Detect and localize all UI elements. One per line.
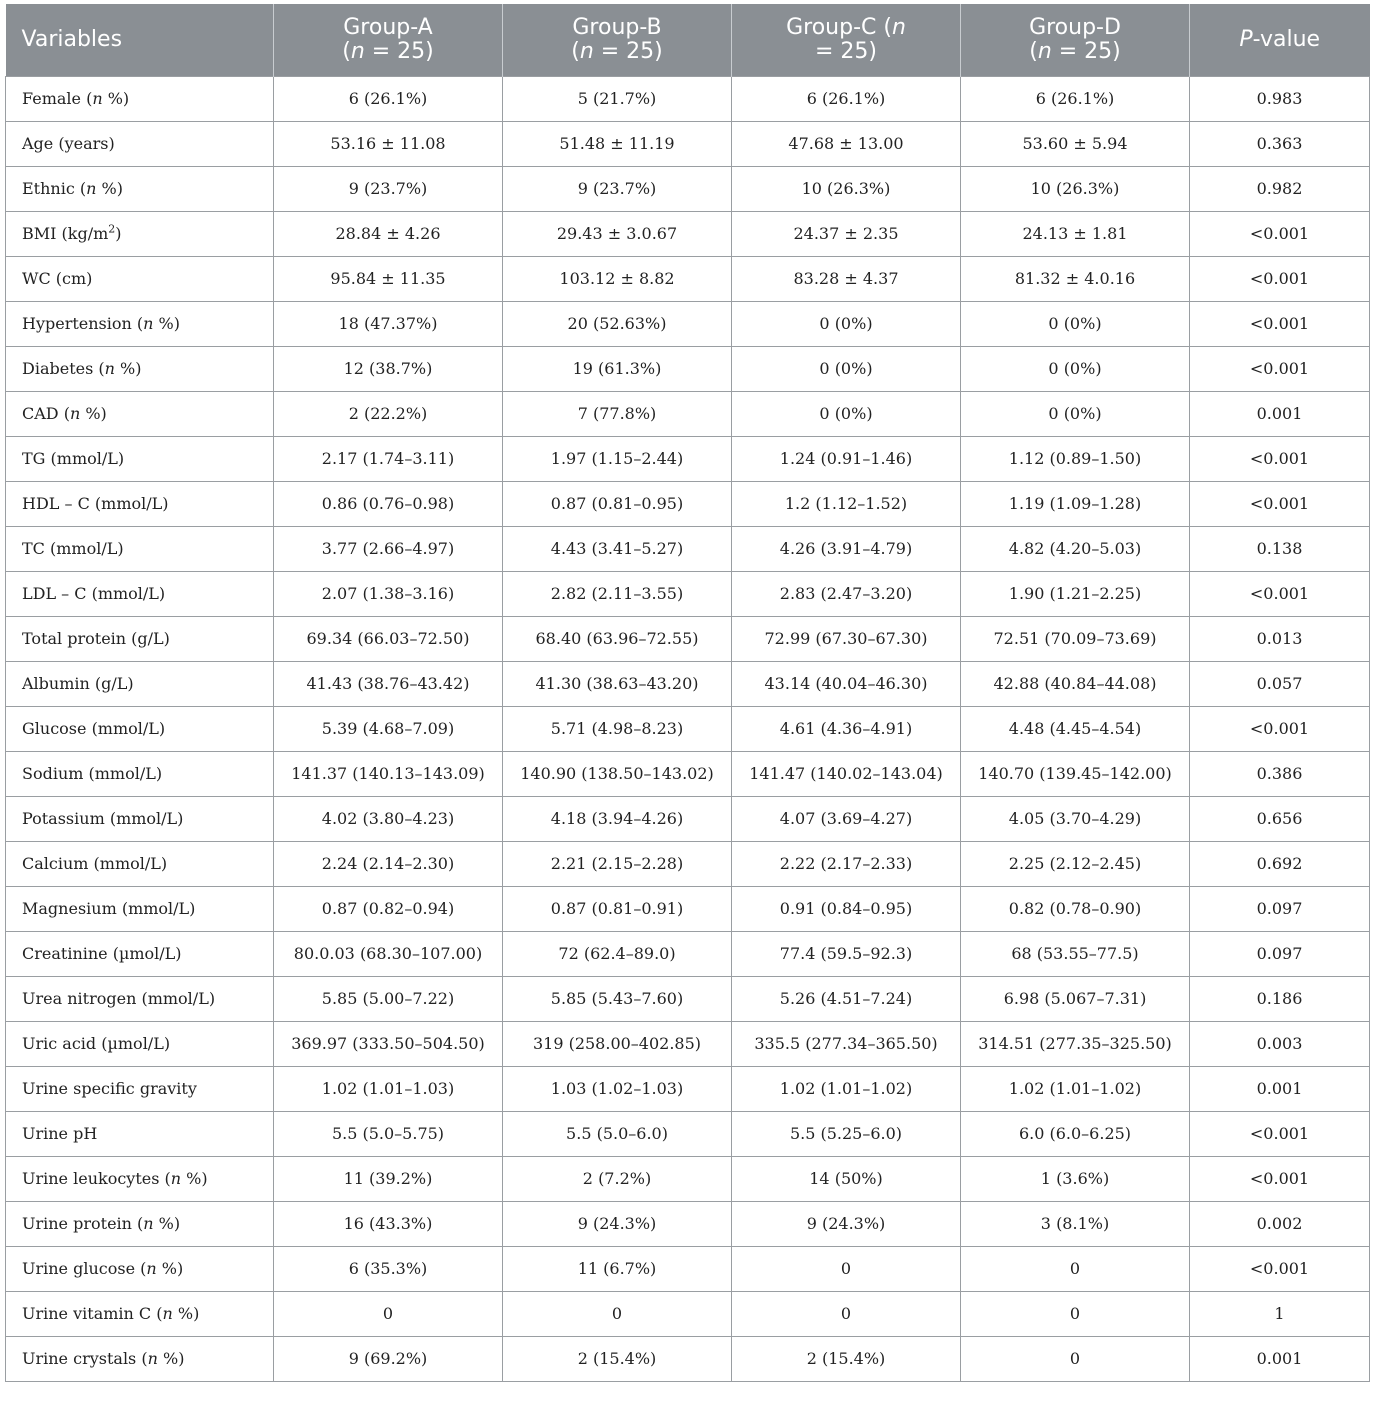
group-b-cell: 4.18 (3.94–4.26) (503, 796, 732, 841)
variable-cell: Uric acid (µmol/L) (6, 1021, 274, 1066)
group-a-cell: 2.07 (1.38–3.16) (274, 571, 503, 616)
table-row (6, 796, 1370, 841)
group-c-cell: 10 (26.3%) (732, 166, 961, 211)
table-row (6, 1066, 1370, 1111)
group-d-cell: 68 (53.55–77.5) (961, 931, 1190, 976)
table-row (6, 1156, 1370, 1201)
variable-cell: Urine vitamin C (n %) (6, 1291, 274, 1336)
group-c-cell: 4.07 (3.69–4.27) (732, 796, 961, 841)
group-b-cell: 9 (24.3%) (503, 1201, 732, 1246)
group-a-cell: 9 (69.2%) (274, 1336, 503, 1381)
group-c-cell: 0.91 (0.84–0.95) (732, 886, 961, 931)
table-row (6, 661, 1370, 706)
header-row (6, 4, 1370, 76)
group-a-cell: 5.85 (5.00–7.22) (274, 976, 503, 1021)
group-b-cell: 140.90 (138.50–143.02) (503, 751, 732, 796)
group-b-cell: 51.48 ± 11.19 (503, 121, 732, 166)
group-a-cell: 11 (39.2%) (274, 1156, 503, 1201)
table-row (6, 301, 1370, 346)
group-a-cell: 95.84 ± 11.35 (274, 256, 503, 301)
p-value-cell: <0.001 (1190, 481, 1370, 526)
group-c-cell: 1.2 (1.12–1.52) (732, 481, 961, 526)
group-c-cell: 14 (50%) (732, 1156, 961, 1201)
table-body (6, 76, 1370, 1381)
p-value-cell: 0.001 (1190, 1336, 1370, 1381)
p-value-cell: <0.001 (1190, 211, 1370, 256)
group-b-cell: 41.30 (38.63–43.20) (503, 661, 732, 706)
group-d-cell: 0 (961, 1246, 1190, 1291)
group-c-cell: 6 (26.1%) (732, 76, 961, 121)
table-row (6, 1336, 1370, 1381)
group-d-cell: 24.13 ± 1.81 (961, 211, 1190, 256)
group-b-cell: 19 (61.3%) (503, 346, 732, 391)
variable-cell: TC (mmol/L) (6, 526, 274, 571)
group-d-cell: 0 (961, 1336, 1190, 1381)
variable-cell: Urine pH (6, 1111, 274, 1156)
group-d-cell: 140.70 (139.45–142.00) (961, 751, 1190, 796)
group-b-cell: 5 (21.7%) (503, 76, 732, 121)
variable-cell: Urea nitrogen (mmol/L) (6, 976, 274, 1021)
group-c-cell: 0 (0%) (732, 346, 961, 391)
group-b-cell: 0.87 (0.81–0.91) (503, 886, 732, 931)
group-c-cell: 1.24 (0.91–1.46) (732, 436, 961, 481)
group-a-cell: 53.16 ± 11.08 (274, 121, 503, 166)
variable-cell: LDL – C (mmol/L) (6, 571, 274, 616)
header-group-b: Group-B (n = 25) (503, 4, 732, 76)
table-row (6, 76, 1370, 121)
group-d-cell: 81.32 ± 4.0.16 (961, 256, 1190, 301)
table-row (6, 886, 1370, 931)
group-b-cell: 9 (23.7%) (503, 166, 732, 211)
group-c-cell: 83.28 ± 4.37 (732, 256, 961, 301)
p-value-cell: 0.983 (1190, 76, 1370, 121)
variable-cell: Female (n %) (6, 76, 274, 121)
table-row (6, 1021, 1370, 1066)
group-d-cell: 10 (26.3%) (961, 166, 1190, 211)
p-value-cell: 0.363 (1190, 121, 1370, 166)
group-d-cell: 0 (0%) (961, 346, 1190, 391)
table-row (6, 166, 1370, 211)
group-b-cell: 319 (258.00–402.85) (503, 1021, 732, 1066)
header-group-d: Group-D (n = 25) (961, 4, 1190, 76)
group-c-cell: 335.5 (277.34–365.50) (732, 1021, 961, 1066)
group-b-cell: 4.43 (3.41–5.27) (503, 526, 732, 571)
group-b-cell: 2 (7.2%) (503, 1156, 732, 1201)
table-row (6, 841, 1370, 886)
group-c-cell: 24.37 ± 2.35 (732, 211, 961, 256)
group-b-cell: 72 (62.4–89.0) (503, 931, 732, 976)
table-row (6, 751, 1370, 796)
group-a-cell: 16 (43.3%) (274, 1201, 503, 1246)
p-value-cell: 0.057 (1190, 661, 1370, 706)
baseline-characteristics-table (5, 4, 1370, 1382)
group-b-cell: 29.43 ± 3.0.67 (503, 211, 732, 256)
variable-cell: Urine leukocytes (n %) (6, 1156, 274, 1201)
group-a-cell: 6 (35.3%) (274, 1246, 503, 1291)
variable-cell: WC (cm) (6, 256, 274, 301)
group-d-cell: 0.82 (0.78–0.90) (961, 886, 1190, 931)
group-d-cell: 0 (0%) (961, 391, 1190, 436)
group-b-cell: 2 (15.4%) (503, 1336, 732, 1381)
group-a-cell: 369.97 (333.50–504.50) (274, 1021, 503, 1066)
variable-cell: Albumin (g/L) (6, 661, 274, 706)
group-d-cell: 1.19 (1.09–1.28) (961, 481, 1190, 526)
header-p-value: P-value (1190, 4, 1370, 76)
table-row (6, 931, 1370, 976)
p-value-cell: 0.386 (1190, 751, 1370, 796)
group-c-cell: 5.26 (4.51–7.24) (732, 976, 961, 1021)
variable-cell: Calcium (mmol/L) (6, 841, 274, 886)
variable-cell: Potassium (mmol/L) (6, 796, 274, 841)
group-c-cell: 0 (0%) (732, 301, 961, 346)
group-b-cell: 2.21 (2.15–2.28) (503, 841, 732, 886)
p-value-cell: <0.001 (1190, 1156, 1370, 1201)
variable-cell: Hypertension (n %) (6, 301, 274, 346)
p-value-cell: 0.656 (1190, 796, 1370, 841)
variable-cell: HDL – C (mmol/L) (6, 481, 274, 526)
group-b-cell: 1.03 (1.02–1.03) (503, 1066, 732, 1111)
group-c-cell: 1.02 (1.01–1.02) (732, 1066, 961, 1111)
p-value-cell: <0.001 (1190, 1246, 1370, 1291)
group-c-cell: 2.22 (2.17–2.33) (732, 841, 961, 886)
p-value-cell: <0.001 (1190, 1111, 1370, 1156)
table-row (6, 211, 1370, 256)
p-value-cell: <0.001 (1190, 256, 1370, 301)
table-row (6, 346, 1370, 391)
group-b-cell: 20 (52.63%) (503, 301, 732, 346)
group-b-cell: 11 (6.7%) (503, 1246, 732, 1291)
table-row (6, 121, 1370, 166)
group-b-cell: 5.5 (5.0–6.0) (503, 1111, 732, 1156)
header-group-a: Group-A (n = 25) (274, 4, 503, 76)
group-b-cell: 7 (77.8%) (503, 391, 732, 436)
group-b-cell: 103.12 ± 8.82 (503, 256, 732, 301)
variable-cell: Urine protein (n %) (6, 1201, 274, 1246)
group-a-cell: 2.17 (1.74–3.11) (274, 436, 503, 481)
variable-cell: Diabetes (n %) (6, 346, 274, 391)
header-variables: Variables (6, 4, 274, 76)
table-row (6, 1291, 1370, 1336)
group-d-cell: 4.48 (4.45–4.54) (961, 706, 1190, 751)
p-value-cell: 0.013 (1190, 616, 1370, 661)
group-b-cell: 5.85 (5.43–7.60) (503, 976, 732, 1021)
group-a-cell: 41.43 (38.76–43.42) (274, 661, 503, 706)
table-row (6, 1201, 1370, 1246)
group-c-cell: 4.61 (4.36–4.91) (732, 706, 961, 751)
group-c-cell: 2.83 (2.47–3.20) (732, 571, 961, 616)
p-value-cell: <0.001 (1190, 706, 1370, 751)
group-d-cell: 4.05 (3.70–4.29) (961, 796, 1190, 841)
group-d-cell: 1.12 (0.89–1.50) (961, 436, 1190, 481)
group-a-cell: 2.24 (2.14–2.30) (274, 841, 503, 886)
variable-cell: Ethnic (n %) (6, 166, 274, 211)
group-a-cell: 6 (26.1%) (274, 76, 503, 121)
group-c-cell: 2 (15.4%) (732, 1336, 961, 1381)
header-group-c: Group-C (n = 25) (732, 4, 961, 76)
group-a-cell: 28.84 ± 4.26 (274, 211, 503, 256)
table-row (6, 571, 1370, 616)
variable-cell: Urine glucose (n %) (6, 1246, 274, 1291)
group-d-cell: 2.25 (2.12–2.45) (961, 841, 1190, 886)
group-c-cell: 72.99 (67.30–67.30) (732, 616, 961, 661)
table-row (6, 391, 1370, 436)
group-c-cell: 4.26 (3.91–4.79) (732, 526, 961, 571)
p-value-cell: 1 (1190, 1291, 1370, 1336)
p-value-cell: 0.186 (1190, 976, 1370, 1021)
table-row (6, 1111, 1370, 1156)
variable-cell: Creatinine (µmol/L) (6, 931, 274, 976)
data-table-container (5, 4, 1369, 1382)
group-d-cell: 6.0 (6.0–6.25) (961, 1111, 1190, 1156)
group-d-cell: 0 (961, 1291, 1190, 1336)
group-d-cell: 1.02 (1.01–1.02) (961, 1066, 1190, 1111)
table-row (6, 976, 1370, 1021)
variable-cell: Total protein (g/L) (6, 616, 274, 661)
group-d-cell: 1 (3.6%) (961, 1156, 1190, 1201)
p-value-cell: <0.001 (1190, 571, 1370, 616)
p-value-cell: 0.002 (1190, 1201, 1370, 1246)
group-a-cell: 3.77 (2.66–4.97) (274, 526, 503, 571)
table-row (6, 526, 1370, 571)
table-row (6, 1246, 1370, 1291)
group-a-cell: 2 (22.2%) (274, 391, 503, 436)
group-d-cell: 6 (26.1%) (961, 76, 1190, 121)
table-row (6, 706, 1370, 751)
variable-cell: Glucose (mmol/L) (6, 706, 274, 751)
table-row (6, 436, 1370, 481)
variable-cell: Age (years) (6, 121, 274, 166)
group-b-cell: 0.87 (0.81–0.95) (503, 481, 732, 526)
group-c-cell: 0 (0%) (732, 391, 961, 436)
group-b-cell: 68.40 (63.96–72.55) (503, 616, 732, 661)
group-a-cell: 1.02 (1.01–1.03) (274, 1066, 503, 1111)
table-row (6, 256, 1370, 301)
group-c-cell: 5.5 (5.25–6.0) (732, 1111, 961, 1156)
group-d-cell: 6.98 (5.067–7.31) (961, 976, 1190, 1021)
variable-cell: BMI $(kg/m^2)$ (6, 211, 274, 256)
group-c-cell: 0 (732, 1246, 961, 1291)
group-b-cell: 2.82 (2.11–3.55) (503, 571, 732, 616)
variable-cell: Urine crystals (n %) (6, 1336, 274, 1381)
group-d-cell: 3 (8.1%) (961, 1201, 1190, 1246)
p-value-cell: 0.097 (1190, 886, 1370, 931)
group-a-cell: 12 (38.7%) (274, 346, 503, 391)
group-a-cell: 0.87 (0.82–0.94) (274, 886, 503, 931)
p-value-cell: 0.003 (1190, 1021, 1370, 1066)
group-a-cell: 5.39 (4.68–7.09) (274, 706, 503, 751)
group-c-cell: 43.14 (40.04–46.30) (732, 661, 961, 706)
group-a-cell: 69.34 (66.03–72.50) (274, 616, 503, 661)
group-d-cell: 0 (0%) (961, 301, 1190, 346)
group-d-cell: 4.82 (4.20–5.03) (961, 526, 1190, 571)
p-value-cell: <0.001 (1190, 301, 1370, 346)
p-value-cell: 0.001 (1190, 391, 1370, 436)
group-a-cell: 18 (47.37%) (274, 301, 503, 346)
group-a-cell: 141.37 (140.13–143.09) (274, 751, 503, 796)
group-d-cell: 42.88 (40.84–44.08) (961, 661, 1190, 706)
group-b-cell: 5.71 (4.98–8.23) (503, 706, 732, 751)
group-a-cell: 4.02 (3.80–4.23) (274, 796, 503, 841)
group-d-cell: 314.51 (277.35–325.50) (961, 1021, 1190, 1066)
table-header (6, 4, 1370, 76)
p-value-cell: <0.001 (1190, 346, 1370, 391)
variable-cell: Sodium (mmol/L) (6, 751, 274, 796)
group-d-cell: 72.51 (70.09–73.69) (961, 616, 1190, 661)
table-row (6, 616, 1370, 661)
group-d-cell: 1.90 (1.21–2.25) (961, 571, 1190, 616)
group-b-cell: 0 (503, 1291, 732, 1336)
group-d-cell: 53.60 ± 5.94 (961, 121, 1190, 166)
group-a-cell: 9 (23.7%) (274, 166, 503, 211)
p-value-cell: 0.097 (1190, 931, 1370, 976)
group-c-cell: 0 (732, 1291, 961, 1336)
p-value-cell: 0.001 (1190, 1066, 1370, 1111)
p-value-cell: 0.692 (1190, 841, 1370, 886)
group-a-cell: 0.86 (0.76–0.98) (274, 481, 503, 526)
group-c-cell: 9 (24.3%) (732, 1201, 961, 1246)
p-value-cell: <0.001 (1190, 436, 1370, 481)
variable-cell: Magnesium (mmol/L) (6, 886, 274, 931)
group-c-cell: 47.68 ± 13.00 (732, 121, 961, 166)
table-row (6, 481, 1370, 526)
variable-cell: CAD (n %) (6, 391, 274, 436)
group-b-cell: 1.97 (1.15–2.44) (503, 436, 732, 481)
p-value-cell: 0.982 (1190, 166, 1370, 211)
p-value-cell: 0.138 (1190, 526, 1370, 571)
group-a-cell: 0 (274, 1291, 503, 1336)
group-c-cell: 77.4 (59.5–92.3) (732, 931, 961, 976)
group-c-cell: 141.47 (140.02–143.04) (732, 751, 961, 796)
group-a-cell: 80.0.03 (68.30–107.00) (274, 931, 503, 976)
group-a-cell: 5.5 (5.0–5.75) (274, 1111, 503, 1156)
variable-cell: TG (mmol/L) (6, 436, 274, 481)
variable-cell: Urine specific gravity (6, 1066, 274, 1111)
